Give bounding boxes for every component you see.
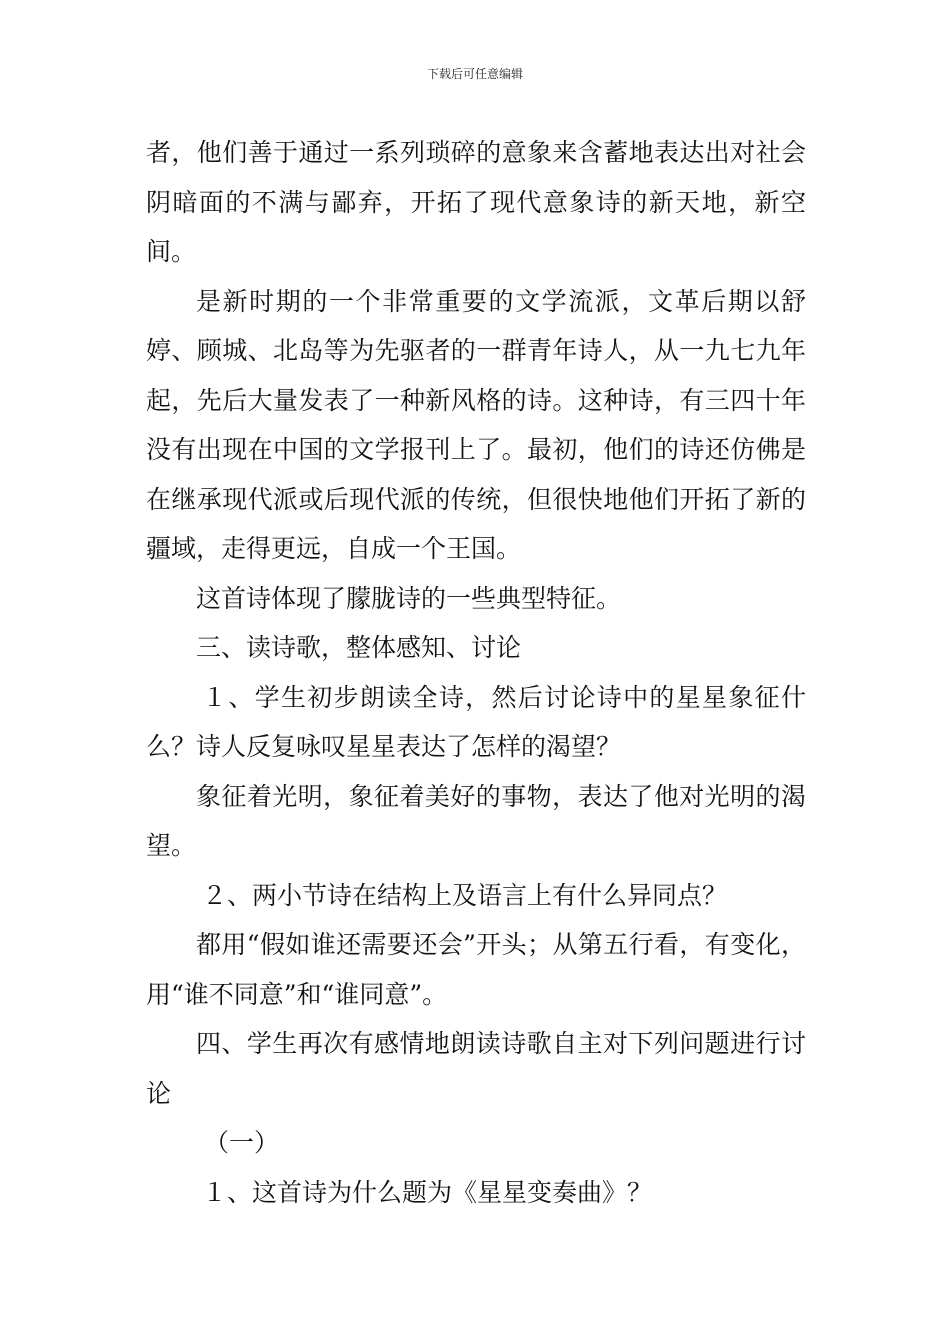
paragraph-misty-poetry-intro: 是新时期的一个非常重要的文学流派，文革后期以舒婷、顾城、北岛等为先驱者的一群青年诗人，从一九七九年起，先后大量发表了一种新风格的诗。这种诗，有三四十年没有出现在中国的文学报刊上了。最初，他们的诗还仿佛是在继承现代派或后现代派的传统，但很快地他们开拓了新的疆域，走得更远，自成一个王国。 xyxy=(146,286,806,563)
paragraph-typical-features: 这首诗体现了朦胧诗的一些典型特征。 xyxy=(196,583,622,613)
section-heading-four: 四、学生再次有感情地朗读诗歌自主对下列问题进行讨论 xyxy=(146,1029,806,1108)
answer-1: 象征着光明，象征着美好的事物，表达了他对光明的渴望。 xyxy=(146,781,806,860)
section-heading-three: 三、读诗歌，整体感知、讨论 xyxy=(196,633,522,662)
paragraph-continuation: 者，他们善于通过一系列琐碎的意象来含蓄地表达出对社会阴暗面的不满与鄙弃，开拓了现代意象诗的新天地，新空间。 xyxy=(146,138,806,266)
answer-2: 都用“假如谁还需要还会”开头；从第五行看，有变化，用“谁不同意”和“谁同意”。 xyxy=(146,930,806,1009)
document-body xyxy=(146,128,806,1217)
question-2: ２、两小节诗在结构上及语言上有什么异同点？ xyxy=(202,880,728,910)
question-1: １、学生初步朗读全诗，然后讨论诗中的星星象征什么？诗人反复咏叹星星表达了怎样的渴望？ xyxy=(146,682,806,761)
page-header: 下载后可任意编辑 xyxy=(426,67,523,81)
question-title: １、这首诗为什么题为《星星变奏曲》？ xyxy=(202,1177,653,1207)
subsection-heading-one: （一） xyxy=(204,1128,280,1157)
